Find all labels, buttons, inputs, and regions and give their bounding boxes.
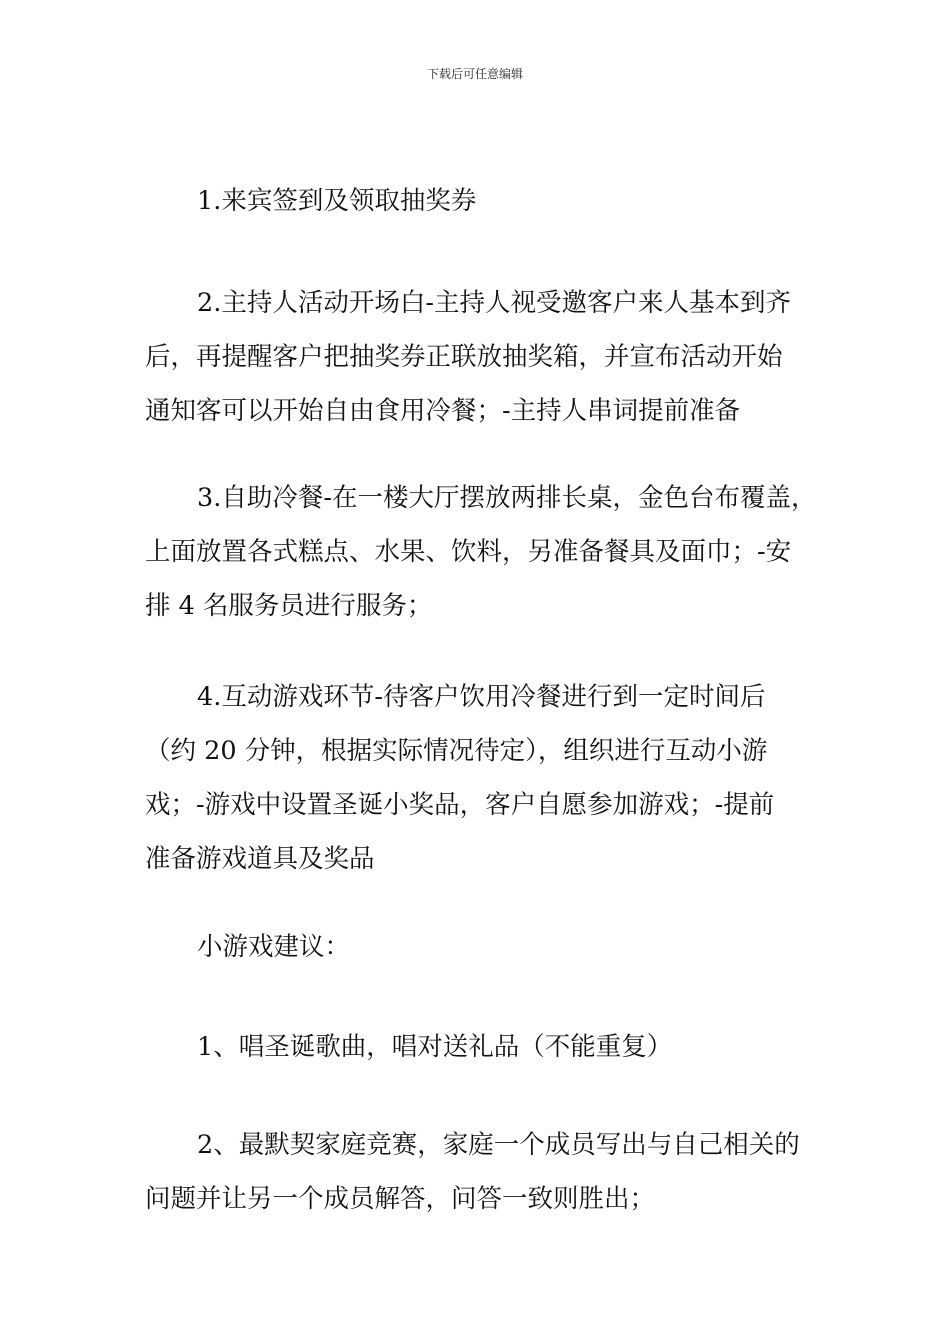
paragraph-2 xyxy=(145,276,810,438)
page-header: 下载后可任意编辑 xyxy=(426,67,523,81)
paragraph-line: 4.互动游戏环节-待客户饮用冷餐进行到一定时间后 xyxy=(197,682,766,712)
paragraph-3 xyxy=(145,471,817,633)
paragraph-line: 排 4 名服务员进行服务； xyxy=(145,591,433,621)
paragraph-7 xyxy=(145,1118,810,1226)
paragraph-line: 问题并让另一个成员解答，问答一致则胜出； xyxy=(145,1184,656,1214)
paragraph-6 xyxy=(145,1020,810,1074)
paragraph-line: 戏；-游戏中设置圣诞小奖品，客户自愿参加游戏；-提前 xyxy=(145,790,775,820)
paragraph-line: 2、最默契家庭竞赛，家庭一个成员写出与自己相关的 xyxy=(197,1130,800,1160)
paragraph-line: 小游戏建议： xyxy=(197,932,351,962)
paragraph-line: 3.自助冷餐-在一楼大厅摆放两排长桌，金色台布覆盖， xyxy=(197,483,817,513)
paragraph-line: 后，再提醒客户把抽奖券正联放抽奖箱，并宣布活动开始 xyxy=(145,342,783,372)
paragraph-line: 上面放置各式糕点、水果、饮料，另准备餐具及面巾；-安 xyxy=(145,537,792,567)
paragraph-5 xyxy=(145,920,810,974)
paragraph-1 xyxy=(145,174,810,228)
paragraph-line: 1.来宾签到及领取抽奖券 xyxy=(197,186,477,216)
paragraph-line: 通知客可以开始自由食用冷餐；-主持人串词提前准备 xyxy=(145,396,741,426)
paragraph-4 xyxy=(145,670,810,886)
paragraph-line: （约 20 分钟，根据实际情况待定），组织进行互动小游 xyxy=(145,736,768,766)
paragraph-line: 准备游戏道具及奖品 xyxy=(145,844,375,874)
paragraph-line: 2.主持人活动开场白-主持人视受邀客户来人基本到齐 xyxy=(197,288,791,318)
paragraph-line: 1、唱圣诞歌曲，唱对送礼品（不能重复） xyxy=(197,1032,673,1062)
